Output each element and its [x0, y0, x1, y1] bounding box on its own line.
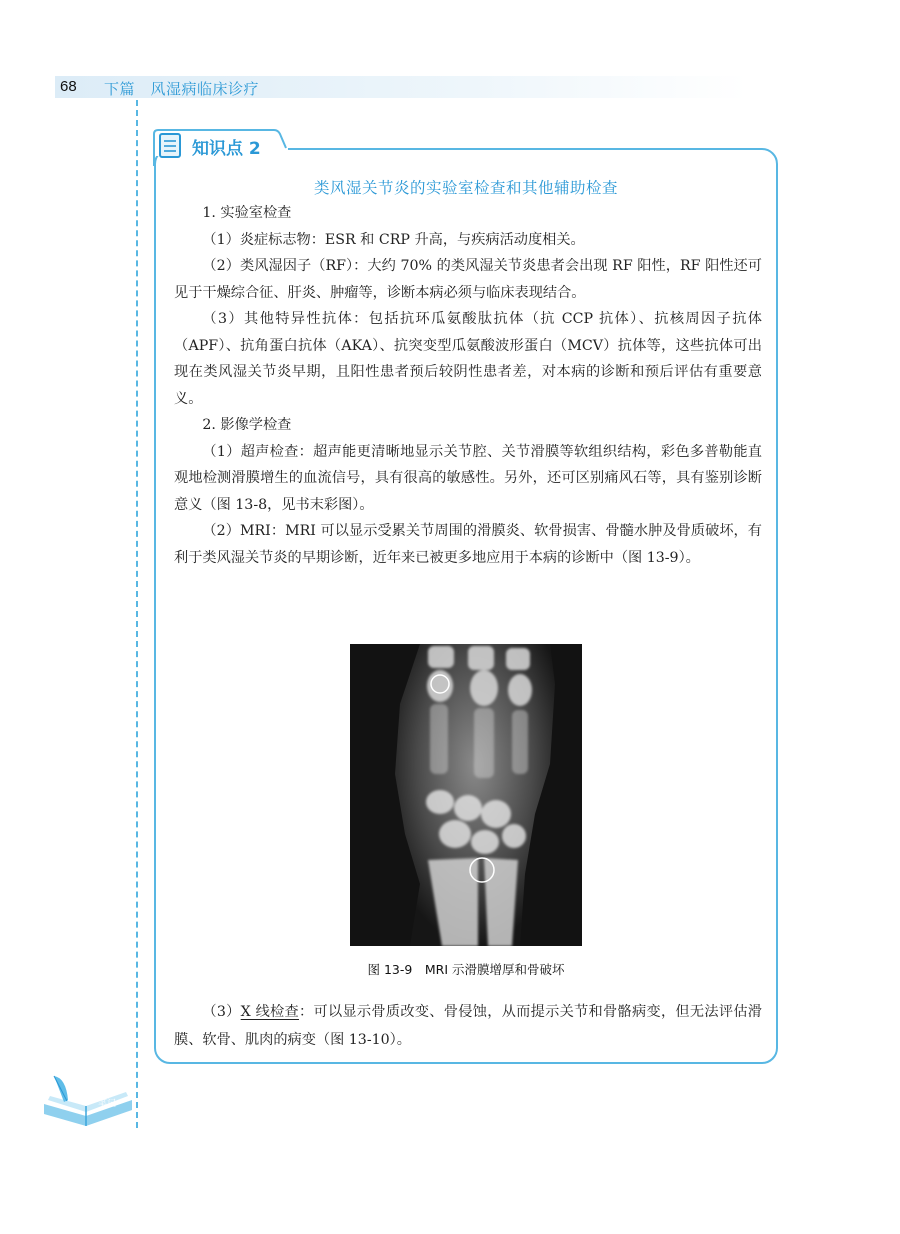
paragraph-rheumatoid-factor: （2）类风湿因子（RF）：大约 70% 的类风湿关节炎患者会出现 RF 阳性，RF 阳性还可见于干燥综合征、肝炎、肿瘤等，诊断本病必须与临床表现结合。: [174, 258, 762, 301]
xray-prefix: （3）: [202, 1004, 241, 1020]
page-number: 68: [60, 78, 77, 95]
mri-wrist-image: [350, 644, 582, 946]
xray-term: X 线检查: [240, 1004, 300, 1020]
mri-wrist-figure: [350, 644, 582, 946]
paragraph-specific-antibodies: （3）其他特异性抗体：包括抗环瓜氨酸肽抗体（抗 CCP 抗体）、抗核周因子抗体（APF）、抗角蛋白抗体（AKA）、抗突变型瓜氨酸波形蛋白（MCV）抗体等，这些抗体可出现在类风湿关节炎早期，且阳性患者预后较阴性患者差，对本病的诊断和预后评估有重要意义。: [174, 311, 762, 407]
margin-dashed-line: [136, 100, 138, 1128]
knowledge-point-label: 知识点 2: [192, 139, 261, 159]
body-text-main: [174, 200, 762, 571]
imaging-exam-heading: 2. 影像学检查: [202, 417, 292, 433]
paragraph-xray: [174, 998, 762, 1054]
running-header-title: 下篇 风湿病临床诊疗: [104, 81, 260, 98]
paragraph-inflammation-markers: （1）炎症标志物：ESR 和 CRP 升高，与疾病活动度相关。: [202, 231, 585, 248]
svg-text:笔记: 笔记: [98, 1099, 117, 1109]
lab-exam-heading: 1. 实验室检查: [202, 205, 292, 221]
paragraph-ultrasound: （1）超声检查：超声能更清晰地显示关节腔、关节滑膜等软组织结构，彩色多普勒能直观地检测滑膜增生的血流信号，具有很高的敏感性。另外，还可区别痛风石等，具有鉴别诊断意义（图 13-8，见书末彩图）。: [174, 443, 762, 513]
section-title: 类风湿关节炎的实验室检查和其他辅助检查: [313, 179, 618, 197]
paragraph-mri: （2）MRI：MRI 可以显示受累关节周围的滑膜炎、软骨损害、骨髓水肿及骨质破坏，有利于类风湿关节炎的早期诊断，近年来已被更多地应用于本病的诊断中（图 13-9）。: [174, 523, 762, 566]
notepad-icon: [158, 131, 182, 159]
open-book-quill-icon: [40, 1070, 140, 1130]
xray-description: ：可以显示骨质改变、骨侵蚀，从而提示关节和骨骼病变，但无法评估滑膜、软骨、肌肉的病变（图 13-10）。: [174, 1004, 762, 1048]
figure-caption: 图 13-9 MRI 示滑膜增厚和骨破坏: [367, 962, 565, 977]
body-text-xray: [174, 998, 762, 1054]
